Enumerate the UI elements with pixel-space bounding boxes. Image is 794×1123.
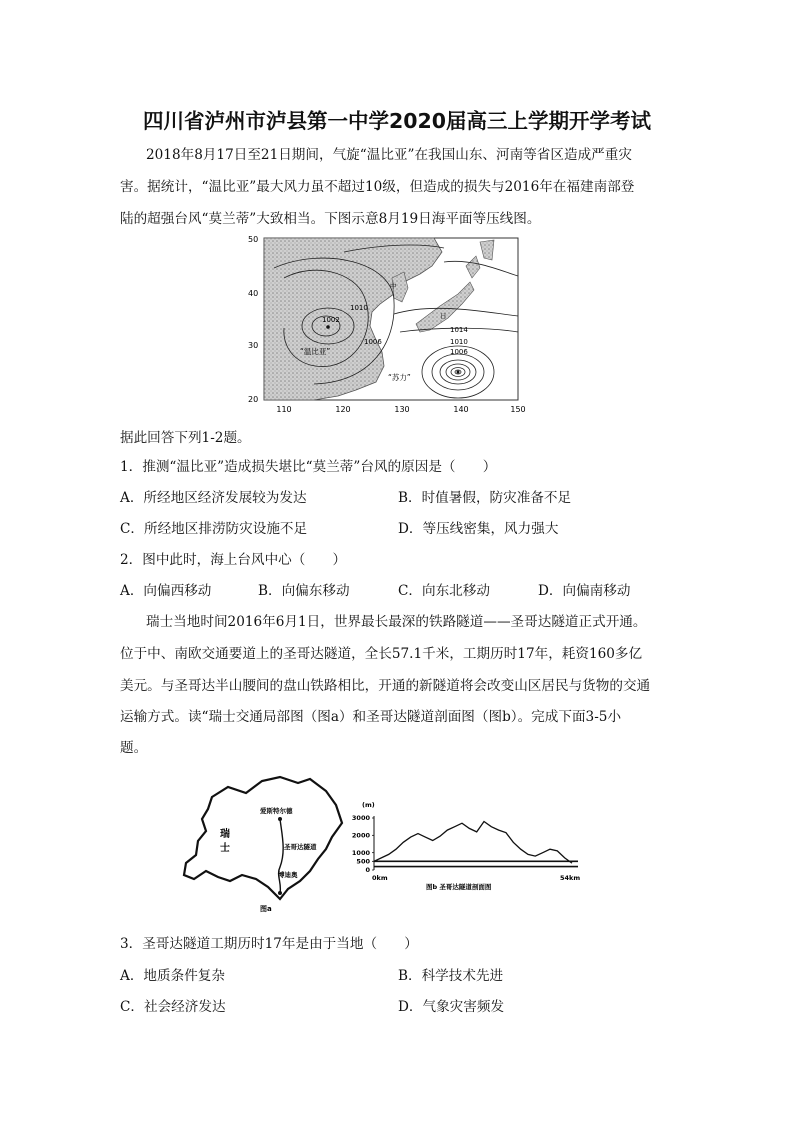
map-x-tick: 120 [335,405,351,414]
railway-line [279,819,284,893]
zhong-label: 中 [390,282,397,290]
passage2-line-5: 题。 [120,740,148,756]
question-3-option-c: C．社会经济发达 [120,999,226,1015]
question-2-option-a: A．向偏西移动 [120,583,212,599]
figure-b-tunnel-profile-chart [346,796,586,896]
ri-label: 日 [440,312,447,320]
chart-caption: 图b 圣哥达隧道剖面图 [426,883,492,891]
passage1-line-2: 害。据统计，“温比亚”最大风力虽不超过10级，但造成的损失与2016年在福建南部登 [120,179,635,195]
instruction-1: 据此回答下列1-2题。 [120,430,251,446]
question-2-option-b: B．向偏东移动 [258,583,350,599]
question-1-stem: 1．推测“温比亚”造成损失堪比“莫兰蒂”台风的原因是（ ） [120,459,497,475]
question-1-option-d: D．等压线密集，风力强大 [398,521,559,537]
label-north: 爱斯特尔德 [260,807,293,815]
question-1-option-a: A．所经地区经济发展较为发达 [120,490,307,506]
chart-y-unit: (m) [362,801,375,809]
isobar-label: 1006 [450,348,468,356]
figure-a-caption: 图a [260,905,272,913]
map-x-tick: 150 [510,405,526,414]
label-tunnel: 圣哥达隧道 [284,843,317,851]
question-1-option-c: C．所经地区排涝防灾设施不足 [120,521,308,537]
suli-label: “苏力” [388,373,411,382]
profile-series-line [374,822,572,864]
station-marker [278,817,282,821]
isobar-label: 1010 [350,304,368,312]
x-tick-start: 0km [372,874,388,882]
passage1-line-3: 陆的超强台风“莫兰蒂”大致相当。下图示意8月19日海平面等压线图。 [120,211,541,227]
y-tick-label: 0 [365,866,370,875]
isobar-map [244,232,534,416]
isobar-label: 1014 [450,326,468,334]
passage2-line-3: 美元。与圣哥达半山腰间的盘山铁路相比，开通的新隧道将会改变山区居民与货物的交通 [120,678,651,694]
label-south: 博迪奥 [278,871,298,879]
country-label-1: 瑞 [220,829,230,840]
map-y-tick: 50 [248,235,259,244]
question-3-option-a: A．地质条件复杂 [120,968,225,984]
y-tick-label: 500 [356,857,370,866]
map-x-tick: 140 [453,405,469,414]
question-3-stem: 3．圣哥达隧道工期历时17年是由于当地（ ） [120,936,418,952]
isobar-label: 1002 [322,316,340,324]
y-tick-label: 2000 [351,831,370,840]
map-y-tick: 20 [248,395,259,404]
passage2-line-1: 瑞士当地时间2016年6月1日，世界最长最深的铁路隧道——圣哥达隧道正式开通。 [146,614,647,630]
page-title: 四川省泸州市泸县第一中学2020届高三上学期开学考试 [142,109,652,133]
question-1-option-b: B．时值暑假，防灾准备不足 [398,490,572,506]
figure-a-switzerland-map [176,775,350,915]
question-2-option-c: C．向东北移动 [398,583,490,599]
question-3-option-b: B．科学技术先进 [398,968,504,984]
x-tick-end: 54km [560,874,581,882]
passage2-line-4: 运输方式。读“瑞士交通局部图（图a）和圣哥达隧道剖面图（图b）。完成下面3-5小 [120,709,622,725]
suli-center-marker [457,371,460,374]
passage2-line-2: 位于中、南欧交通要道上的圣哥达隧道，全长57.1千米，工期历时17年，耗资160多亿 [120,646,643,662]
isobar-label: 1006 [364,338,382,346]
map-x-tick: 110 [276,405,292,414]
map-y-tick: 40 [248,289,259,298]
y-tick-label: 3000 [351,814,370,823]
country-label-2: 士 [220,843,230,854]
passage1-line-1: 2018年8月17日至21日期间，气旋“温比亚”在我国山东、河南等省区造成严重灾 [146,147,632,163]
wenbiya-center-marker [326,325,330,329]
map-x-tick: 130 [394,405,410,414]
question-3-option-d: D．气象灾害频发 [398,999,505,1015]
wenbiya-label: “温比亚” [300,347,331,356]
y-tick-label: 1000 [351,848,370,857]
question-2-option-d: D．向偏南移动 [538,583,631,599]
question-2-stem: 2．图中此时，海上台风中心（ ） [120,552,347,568]
station-marker [278,891,282,895]
isobar-label: 1010 [450,338,468,346]
map-y-tick: 30 [248,341,259,350]
switzerland-outline [184,777,342,899]
